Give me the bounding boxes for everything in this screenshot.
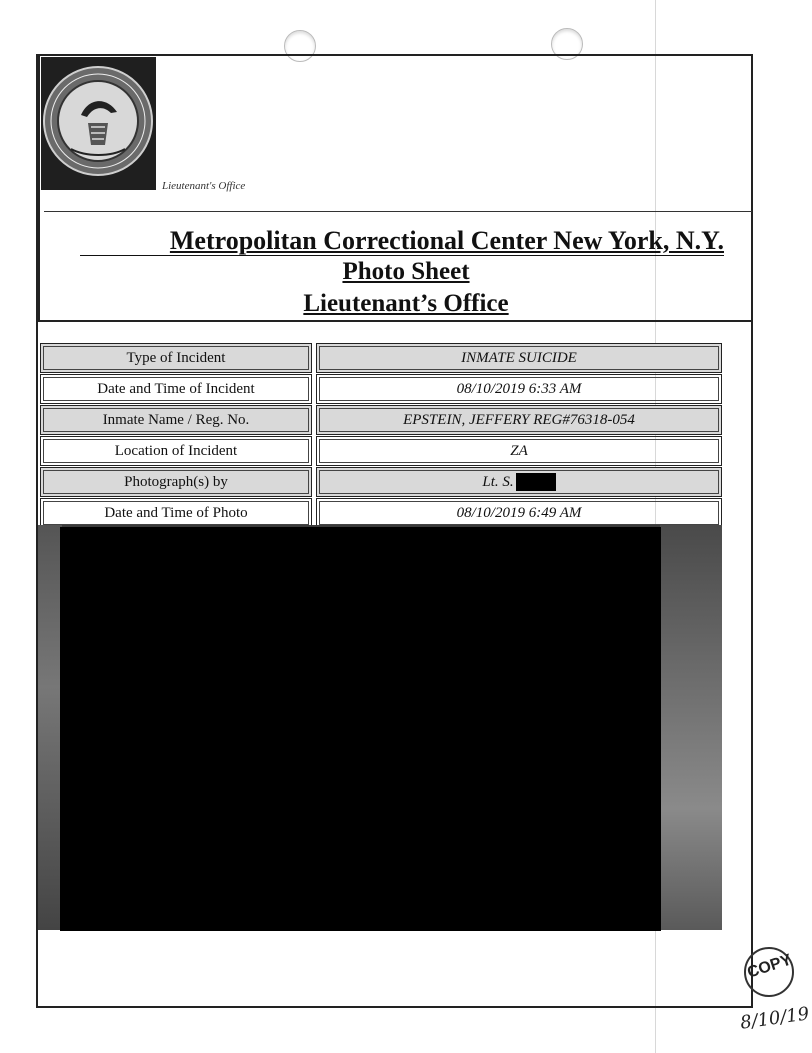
row-label: Location of Incident [40, 436, 312, 466]
table-row [40, 498, 722, 528]
row-value: 08/10/2019 6:49 AM [316, 498, 722, 528]
photo-right-edge [660, 525, 722, 930]
title-facility-text: Metropolitan Correctional Center New York, N.Y. [169, 226, 724, 255]
photo-left-edge [38, 525, 62, 930]
row-value: EPSTEIN, JEFFERY REG#76318-054 [316, 405, 722, 435]
handwritten-date: 8/10/19 [738, 1003, 811, 1034]
row-value: 08/10/2019 6:33 AM [316, 374, 722, 404]
redaction-block [516, 473, 556, 491]
row-label: Date and Time of Incident [40, 374, 312, 404]
office-caption: Lieutenant's Office [162, 180, 246, 192]
photographer-name: Lt. S. [482, 473, 514, 490]
title-facility [80, 226, 724, 260]
row-value: ZA [316, 436, 722, 466]
row-value-photographer [316, 467, 722, 497]
photo-redaction-block [60, 527, 661, 931]
table-row [40, 436, 722, 466]
table-row [40, 343, 722, 373]
table-row [40, 405, 722, 435]
table-row [40, 374, 722, 404]
row-label: Photograph(s) by [40, 467, 312, 497]
row-label: Inmate Name / Reg. No. [40, 405, 312, 435]
title-lieutenants-office: Lieutenant’s Office [303, 290, 509, 317]
row-label: Date and Time of Photo [40, 498, 312, 528]
header-divider [44, 211, 752, 212]
row-label: Type of Incident [40, 343, 312, 373]
row-value: INMATE SUICIDE [316, 343, 722, 373]
doj-bureau-of-prisons-seal-icon [41, 57, 156, 190]
title-photo-sheet: Photo Sheet [342, 258, 470, 285]
copy-stamp-text: COPY [745, 951, 794, 982]
table-row [40, 467, 722, 497]
